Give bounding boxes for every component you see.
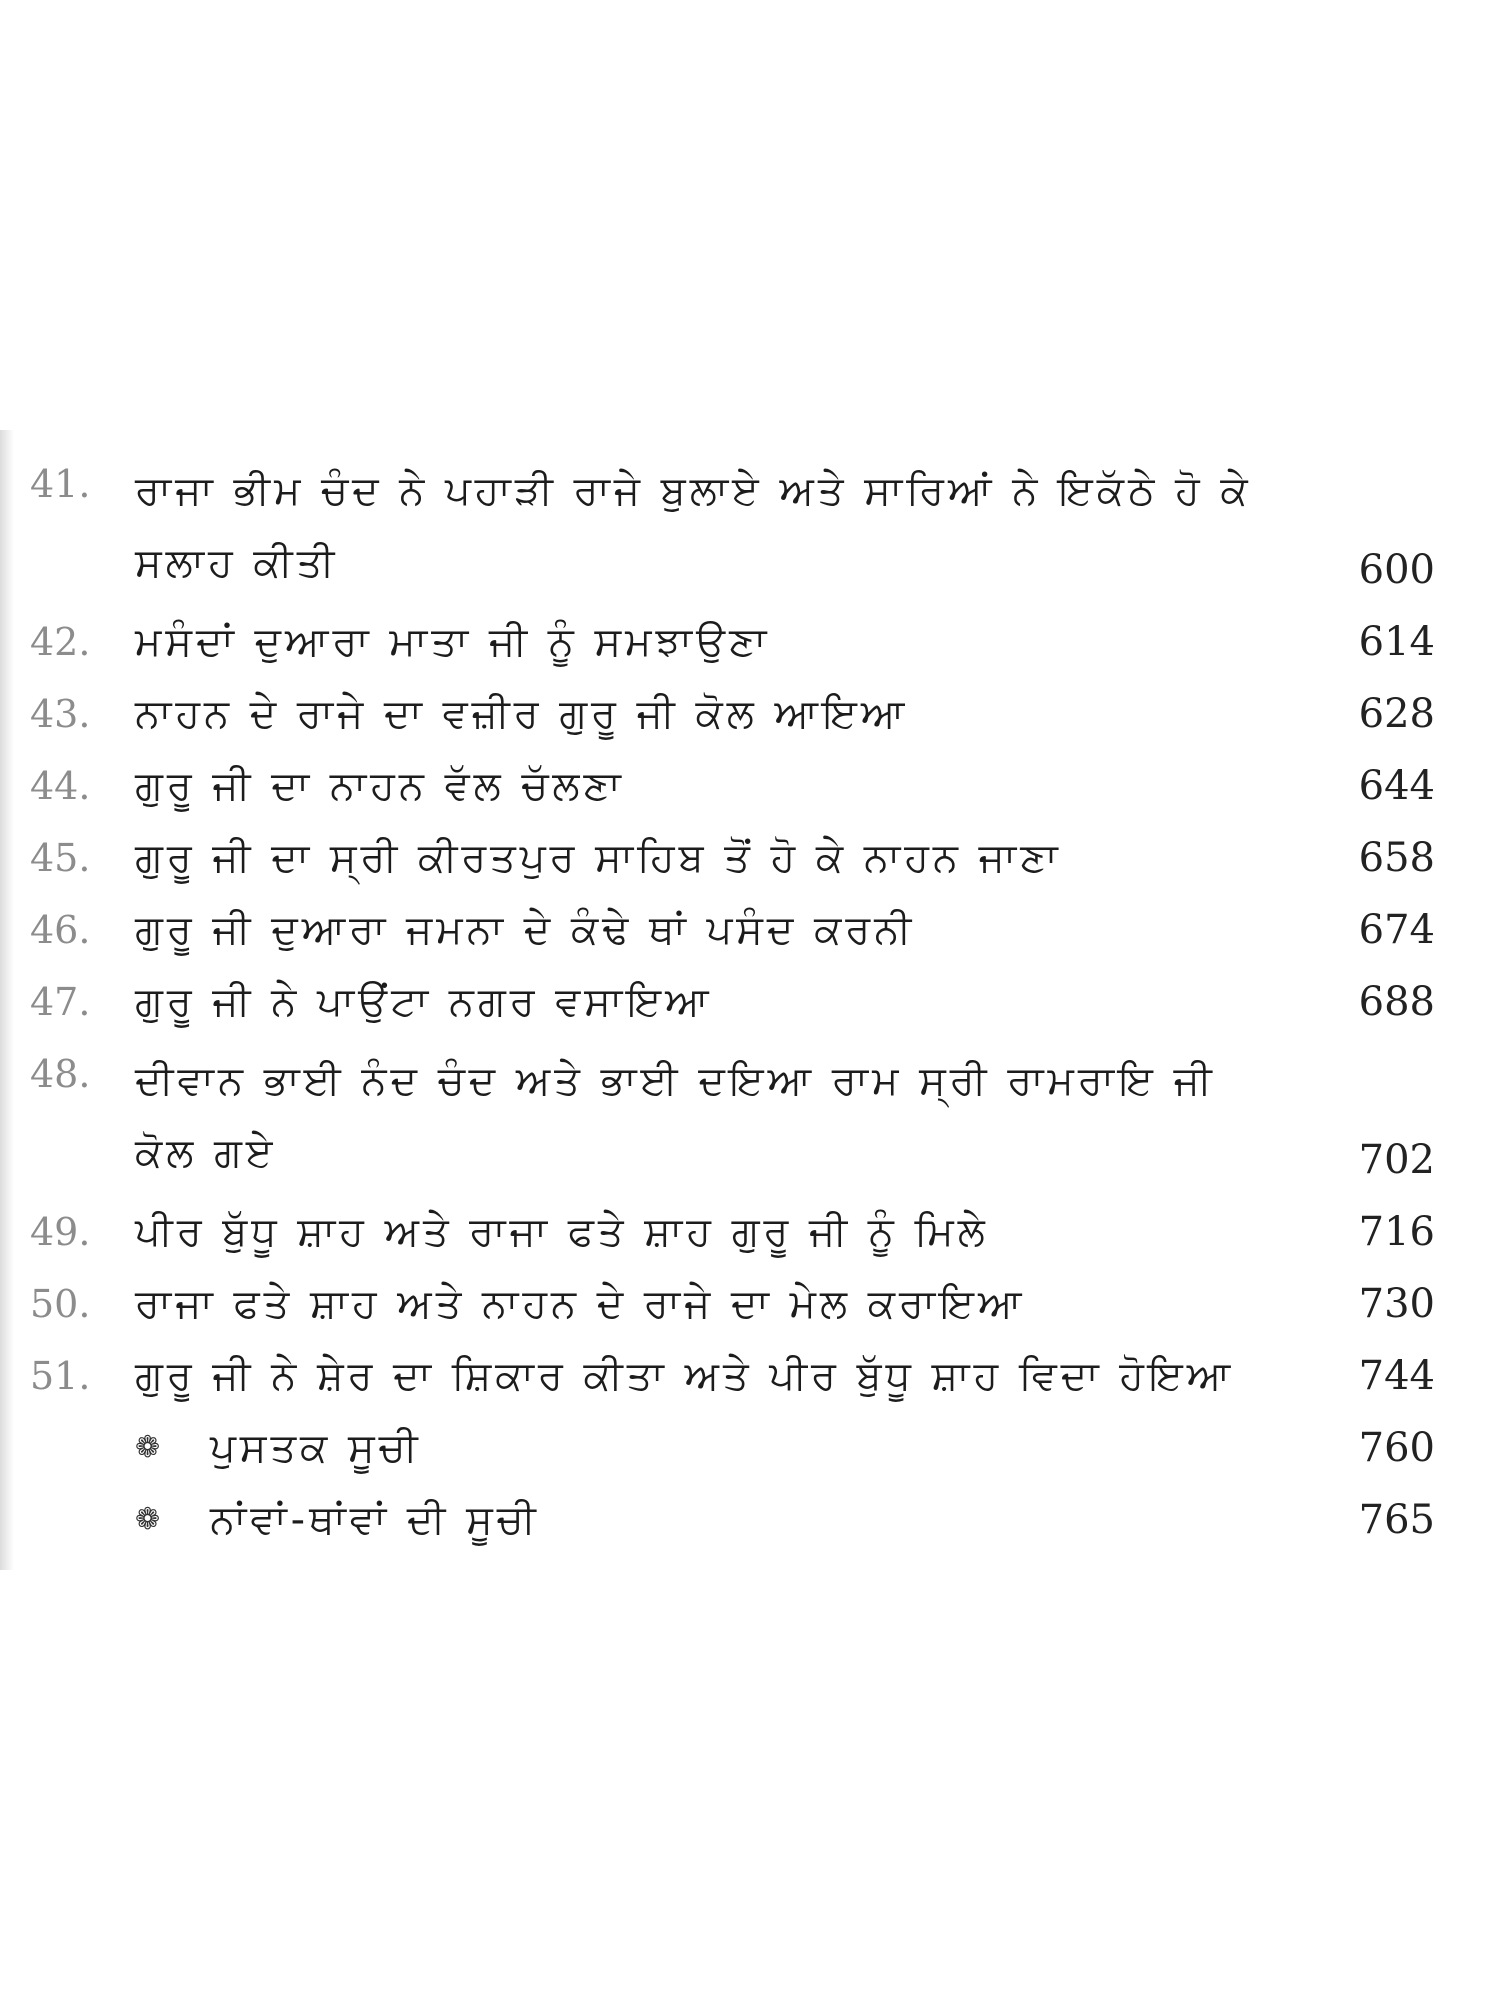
toc-extra-bibliography <box>135 1419 1500 1477</box>
entry-number: 41. <box>30 462 91 506</box>
entry-number: 51. <box>30 1354 91 1398</box>
entry-number: 42. <box>30 620 91 664</box>
entry-number: 43. <box>30 692 91 736</box>
entry-number: 45. <box>30 836 91 880</box>
toc-entry-43 <box>0 685 1500 743</box>
toc-entry-48 <box>0 1045 1500 1189</box>
extra-title: ਨਾਂਵਾਂ-ਥਾਂਵਾਂ ਦੀ ਸੂਚੀ <box>210 1497 540 1543</box>
toc-entry-45 <box>0 829 1500 887</box>
entry-title: ਗੁਰੂ ਜੀ ਨੇ ਸ਼ੇਰ ਦਾ ਸ਼ਿਕਾਰ ਕੀਤਾ ਅਤੇ ਪੀਰ ਬੁੱਧੂ ਸ਼ਾਹ ਵਿਦਾ ਹੋਇਆ <box>135 1353 1235 1399</box>
flower-bullet-icon: ❁ <box>135 1430 161 1465</box>
entry-page: 674 <box>1358 907 1435 953</box>
entry-number: 50. <box>30 1282 91 1326</box>
entry-page: 600 <box>1358 547 1435 593</box>
entry-number: 46. <box>30 908 91 952</box>
toc-entry-50 <box>0 1275 1500 1333</box>
extra-page: 765 <box>1358 1497 1435 1543</box>
entry-page: 644 <box>1358 763 1435 809</box>
entry-title: ਨਾਹਨ ਦੇ ਰਾਜੇ ਦਾ ਵਜ਼ੀਰ ਗੁਰੂ ਜੀ ਕੋਲ ਆਇਆ <box>135 691 909 737</box>
entry-title: ਰਾਜਾ ਭੀਮ ਚੰਦ ਨੇ ਪਹਾੜੀ ਰਾਜੇ ਬੁਲਾਏ ਅਤੇ ਸਾਰਿਆਂ ਨੇ ਇਕੱਠੇ ਹੋ ਕੇ ਸਲਾਹ ਕੀਤੀ <box>135 468 1252 586</box>
table-of-contents <box>0 455 1500 1565</box>
toc-extra-index <box>135 1491 1500 1549</box>
entry-page: 716 <box>1358 1209 1435 1255</box>
entry-title: ਦੀਵਾਨ ਭਾਈ ਨੰਦ ਚੰਦ ਅਤੇ ਭਾਈ ਦਇਆ ਰਾਮ ਸ੍ਰੀ ਰਾਮਰਾਇ ਜੀ ਕੋਲ ਗਏ <box>135 1058 1216 1176</box>
toc-entry-44 <box>0 757 1500 815</box>
entry-page: 628 <box>1358 691 1435 737</box>
entry-page: 614 <box>1358 619 1435 665</box>
extra-title: ਪੁਸਤਕ ਸੂਚੀ <box>210 1425 422 1471</box>
toc-entry-49 <box>0 1203 1500 1261</box>
entry-title: ਗੁਰੂ ਜੀ ਦਾ ਸ੍ਰੀ ਕੀਰਤਪੁਰ ਸਾਹਿਬ ਤੋਂ ਹੋ ਕੇ ਨਾਹਨ ਜਾਣਾ <box>135 835 1062 881</box>
toc-entry-51 <box>0 1347 1500 1405</box>
entry-page: 744 <box>1358 1353 1435 1399</box>
toc-entry-46 <box>0 901 1500 959</box>
entry-title: ਗੁਰੂ ਜੀ ਦਾ ਨਾਹਨ ਵੱਲ ਚੱਲਣਾ <box>135 763 625 809</box>
entry-title: ਗੁਰੂ ਜੀ ਨੇ ਪਾਉਂਟਾ ਨਗਰ ਵਸਾਇਆ <box>135 979 713 1025</box>
entry-number: 47. <box>30 980 91 1024</box>
entry-page: 688 <box>1358 979 1435 1025</box>
extra-page: 760 <box>1358 1425 1435 1471</box>
entry-page: 658 <box>1358 835 1435 881</box>
flower-bullet-icon: ❁ <box>135 1502 161 1537</box>
entry-number: 44. <box>30 764 91 808</box>
entry-title: ਪੀਰ ਬੁੱਧੂ ਸ਼ਾਹ ਅਤੇ ਰਾਜਾ ਫਤੇ ਸ਼ਾਹ ਗੁਰੂ ਜੀ ਨੂੰ ਮਿਲੇ <box>135 1209 989 1255</box>
toc-entry-47 <box>0 973 1500 1031</box>
entry-page: 730 <box>1358 1281 1435 1327</box>
entry-title: ਮਸੰਦਾਂ ਦੁਆਰਾ ਮਾਤਾ ਜੀ ਨੂੰ ਸਮਝਾਉਣਾ <box>135 619 771 665</box>
entry-number: 49. <box>30 1210 91 1254</box>
toc-entry-42 <box>0 613 1500 671</box>
toc-entry-41 <box>0 455 1500 599</box>
entry-title: ਰਾਜਾ ਫਤੇ ਸ਼ਾਹ ਅਤੇ ਨਾਹਨ ਦੇ ਰਾਜੇ ਦਾ ਮੇਲ ਕਰਾਇਆ <box>135 1281 1026 1327</box>
entry-title: ਗੁਰੂ ਜੀ ਦੁਆਰਾ ਜਮਨਾ ਦੇ ਕੰਢੇ ਥਾਂ ਪਸੰਦ ਕਰਨੀ <box>135 907 916 953</box>
entry-number: 48. <box>30 1052 91 1096</box>
entry-page: 702 <box>1358 1137 1435 1183</box>
